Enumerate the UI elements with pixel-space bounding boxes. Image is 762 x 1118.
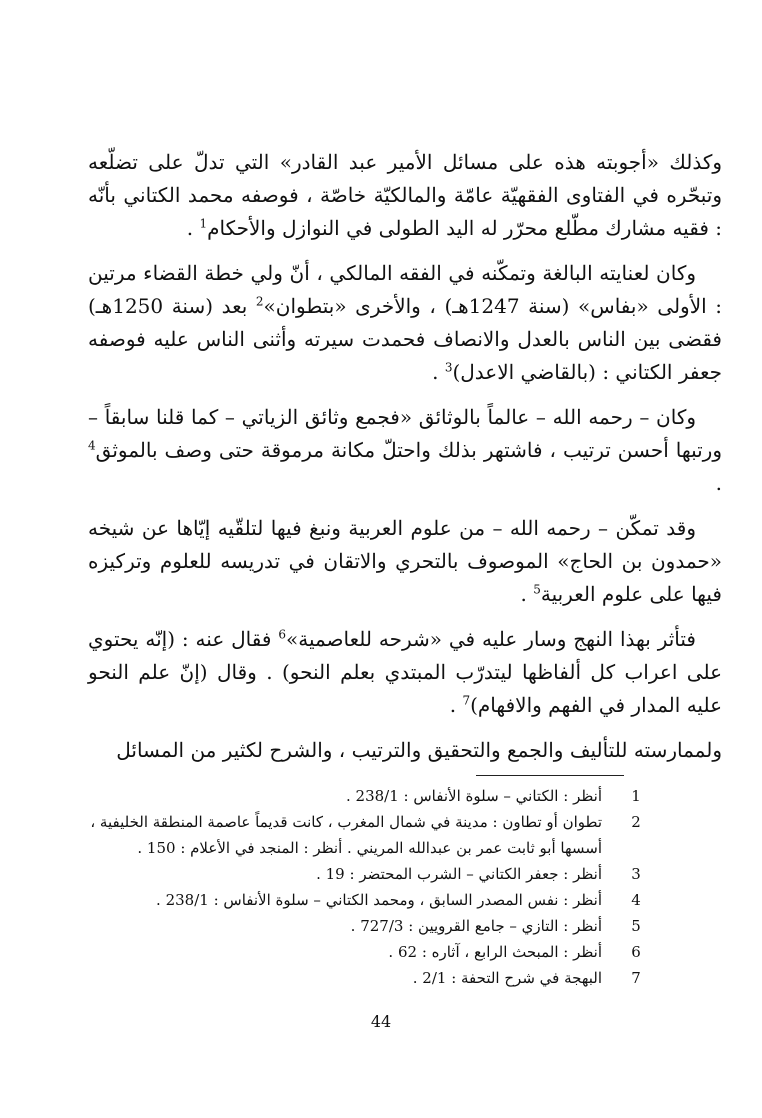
footnote-ref-2: 2 [255,294,264,309]
paragraph-tail: بعد (سنة 1250هـ) فقضى بين الناس بالعدل والانصاف فحمدت سيرته وأثنى الناس عليه فوصفه جعفر الكتاني : (بالقاضي الاعدل) [88,294,722,384]
footnote-number: 4 [631,891,641,909]
footnote-ref-3: 3 [444,360,453,375]
page-number: 44 [370,1012,392,1031]
paragraph-text: فتأثر بهذا النهج وسار عليه في «شرحه للعاصمية» [285,627,696,651]
footnote-divider [476,775,624,776]
footnote-item [80,809,644,861]
footnote-item [80,913,644,939]
footnote-text: البهجة في شرح التحفة : 2/1 . [412,969,602,987]
paragraph-tail: . [432,360,445,384]
footnote-number: 5 [631,917,641,935]
footnote-ref-5: 5 [533,582,541,597]
paragraph-text: ولممارسته للتأليف والجمع والتحقيق والترتيب ، والشرح لكثير من المسائل [116,738,722,762]
paragraph-6 [88,734,722,767]
paragraph-tail: . [520,582,534,606]
footnote-number: 3 [631,865,641,883]
footnote-item [80,783,644,809]
paragraph-text: وكان لعنايته البالغة وتمكّنه في الفقه المالكي ، أنّ ولي خطة القضاء مرتين : الأولى «بفاس» (سنة 1247هـ) ، والأخرى «بتطوان» [88,261,722,318]
footnotes [80,783,644,991]
footnote-text: أنظر : الكتاني – سلوة الأنفاس : 238/1 . [346,787,602,805]
footnote-text: أنظر : نفس المصدر السابق ، ومحمد الكتاني – سلوة الأنفاس : 238/1 . [156,891,602,909]
paragraph-tail: فقال عنه : (إنّه يحتوي على اعراب كل ألفاظها ليتدرّب المبتدي بعلم النحو) . وقال (إنّ علم النحو عليه المدار في الفهم والافهام) [88,627,722,717]
paragraph-tail: . [715,471,722,495]
footnote-text: أنظر : المبحث الرابع ، آثاره : 62 . [388,943,602,961]
footnote-number: 7 [631,969,641,987]
footnote-ref-7: 7 [462,693,471,708]
footnote-ref-1: 1 [199,216,208,231]
footnote-item [80,939,644,965]
paragraph-3 [88,401,722,500]
footnote-item [80,887,644,913]
paragraph-text: وكذلك «أجوبته هذه على مسائل الأمير عبد القادر» التي تدلّ على تضلّعه وتبحّره في الفتاوى الفقهيّة عامّة والمالكيّة خاصّة ، فوصفه محمد الكتاني بأنّه : فقيه مشارك مطّلع محرّر له اليد الطولى في النوازل والأحكام [88,150,723,240]
paragraph-1 [88,146,722,245]
paragraph-tail: . [186,216,200,240]
footnote-text: أنظر : التازي – جامع القرويين : 727/3 . [350,917,602,935]
body-text [88,146,722,779]
paragraph-text: وقد تمكّن – رحمه الله – من علوم العربية ونبغ فيها لتلقّيه إيّاها عن شيخه «حمدون بن الحاج» الموصوف بالتحري والاتقان في تدريسه للعلوم وتركيزه فيها على علوم العربية [88,516,722,606]
footnote-number: 1 [631,787,641,805]
footnote-number: 2 [631,813,641,831]
footnote-ref-4: 4 [88,438,96,453]
footnote-text: أنظر : جعفر الكتاني – الشرب المحتضر : 19 . [316,865,602,883]
footnote-item [80,861,644,887]
footnote-ref-6: 6 [278,627,286,642]
footnote-number: 6 [631,943,641,961]
paragraph-2 [88,257,722,389]
footnote-text: تطوان أو تطاون : مدينة في شمال المغرب ، كانت قديماً عاصمة المنطقة الخليفية ، أسسها أبو ثابت عمر بن عبدالله المريني . أنظر : المنجد في الأعلام : 150 . [90,813,602,857]
paragraph-tail: . [449,693,463,717]
paragraph-5 [88,623,722,722]
paragraph-4 [88,512,722,611]
footnote-item [80,965,644,991]
paragraph-text: وكان – رحمه الله – عالماً بالوثائق «فجمع وثائق الزياتي – كما قلنا سابقاً – ورتبها أحسن ترتيب ، فاشتهر بذلك واحتلّ مكانة مرموقة حتى وصف بالموثق [88,405,722,462]
